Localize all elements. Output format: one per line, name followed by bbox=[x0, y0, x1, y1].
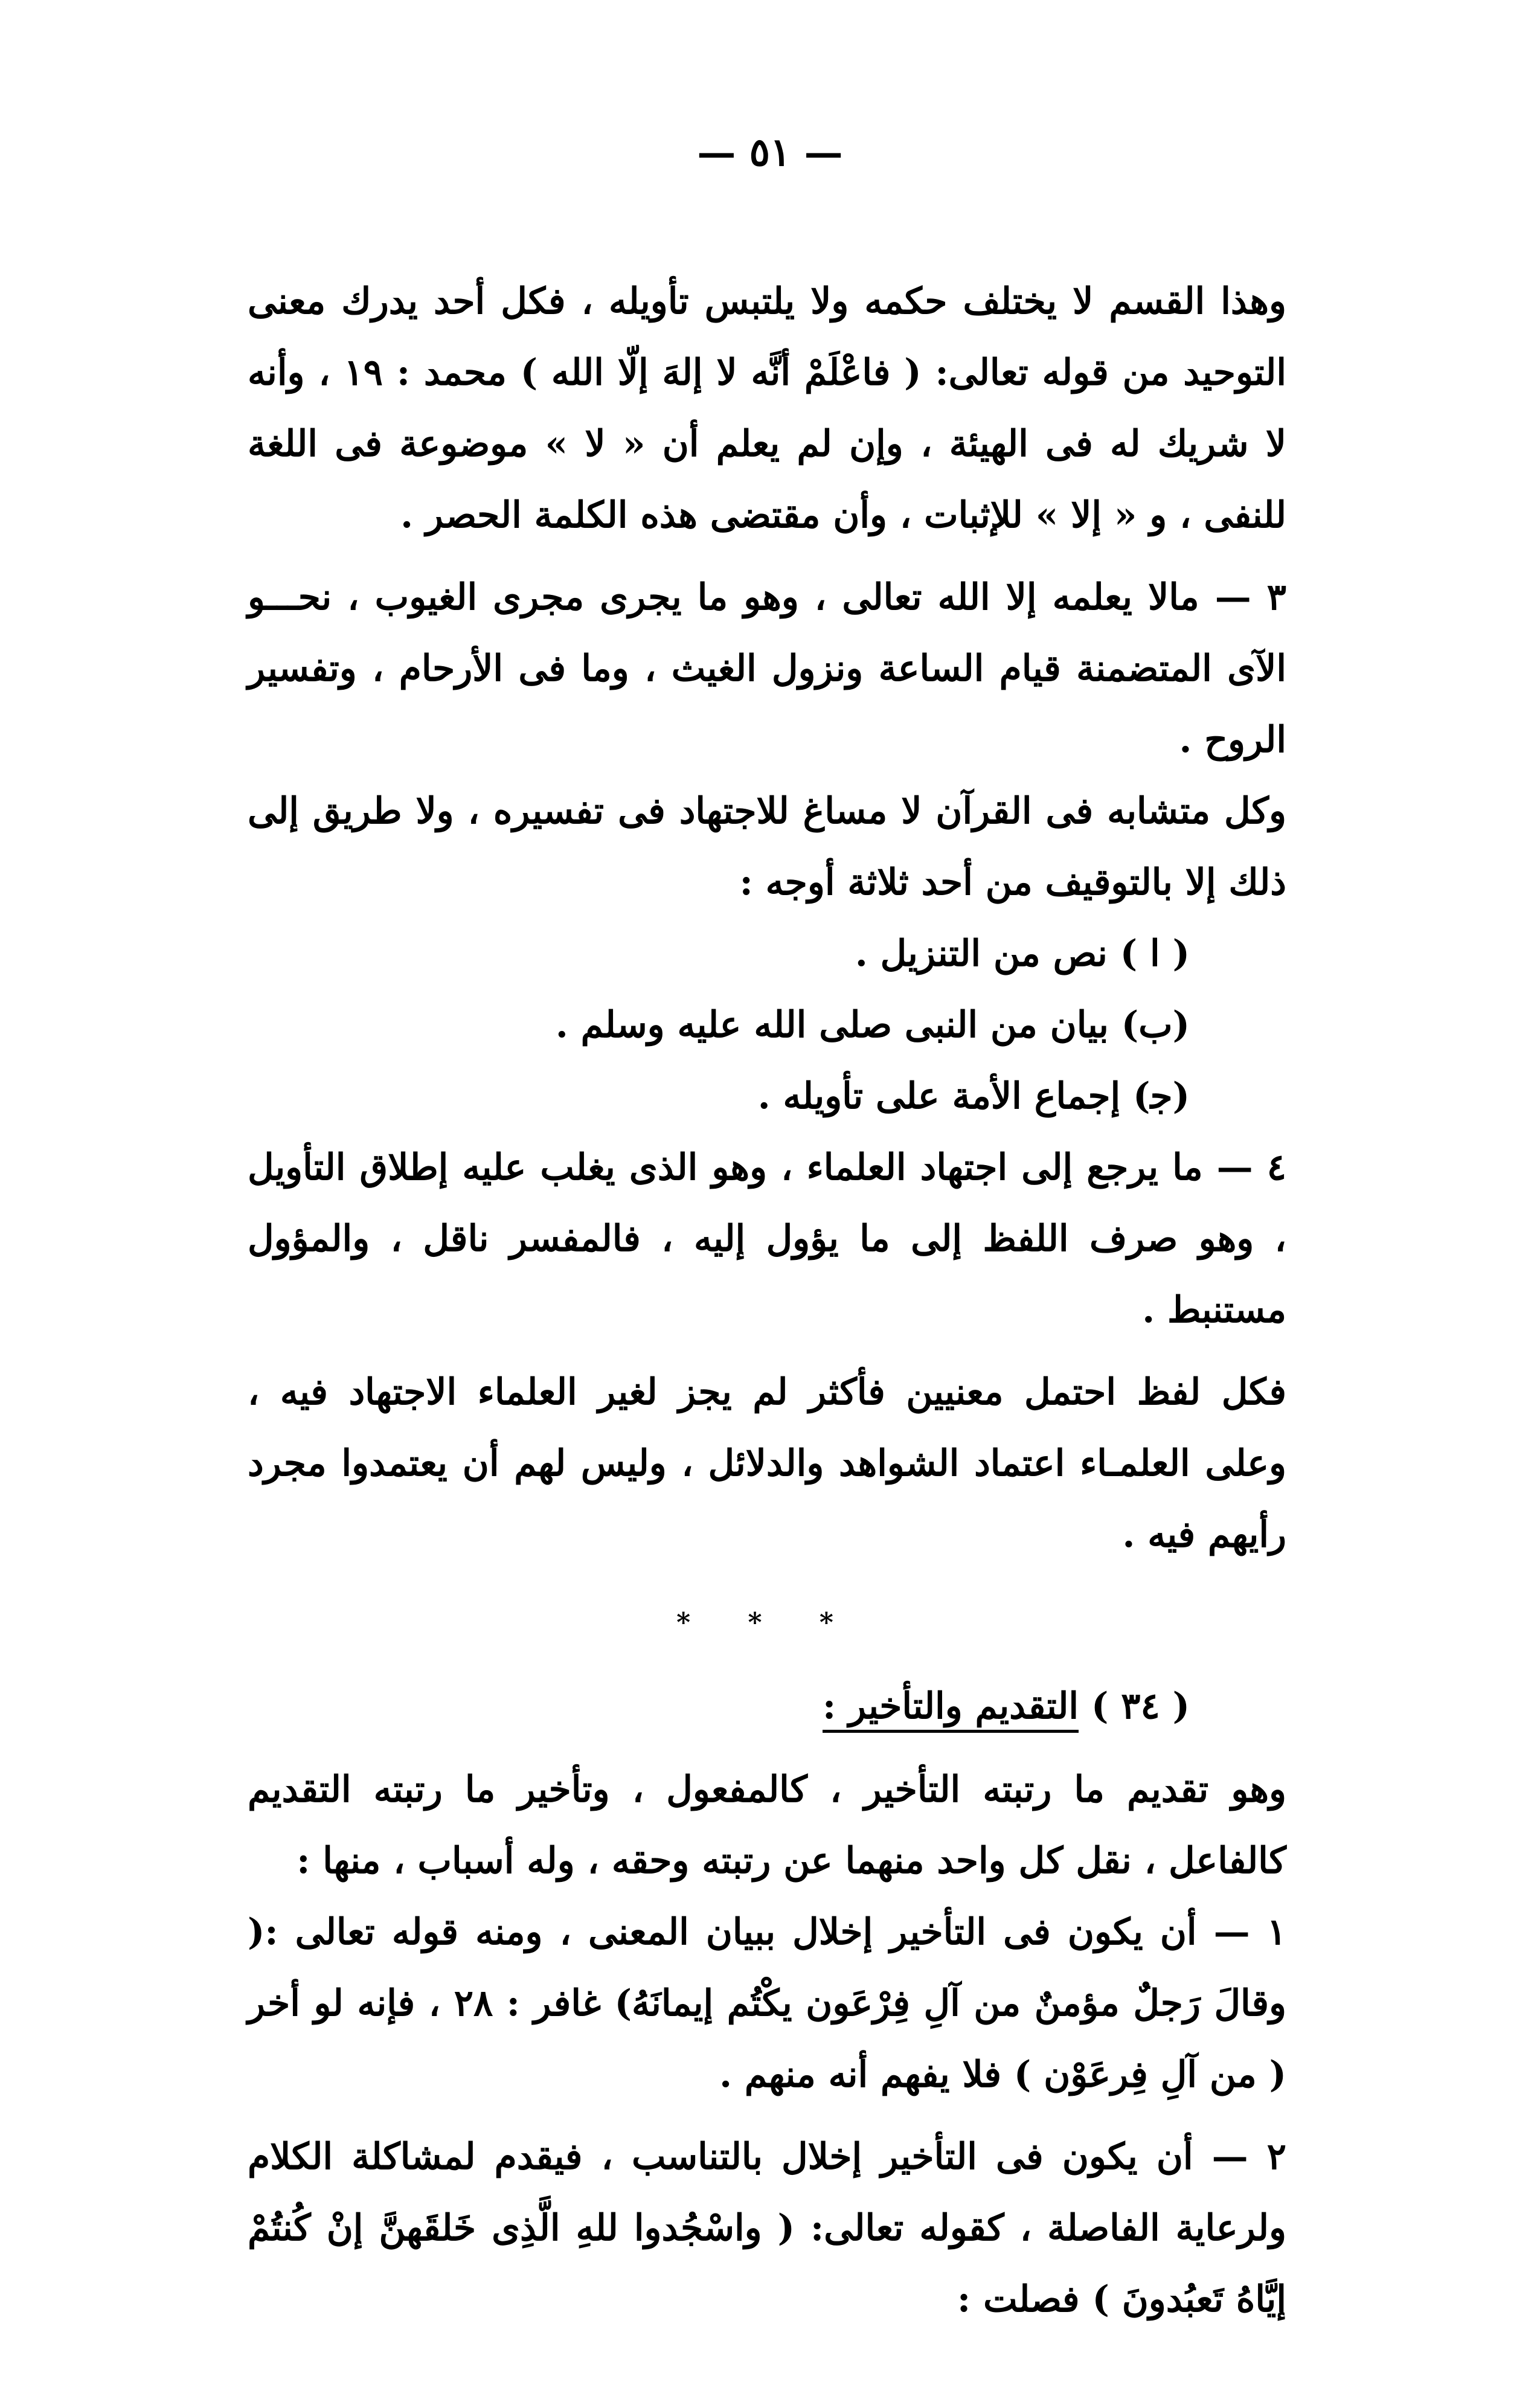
page-body bbox=[248, 266, 1286, 2335]
section-title: التقديم والتأخير : bbox=[823, 1685, 1079, 1733]
paragraph-category-3: ٣ — مالا يعلمه إلا الله تعالى ، وهو ما يجرى مجرى الغيوب ، نحـــو الآى المتضمنة قيام الساعة ونزول الغيث ، وما فى الأرحام ، وتفسير الروح . bbox=[248, 576, 1286, 761]
paragraph-reason-2: ٢ — أن يكون فى التأخير إخلال بالتناسب ، فيقدم لمشاكلة الكلام ولرعاية الفاصلة ، كقوله تعالى: ( واسْجُدوا للهِ الَّذِى خَلقَهنَّ إنْ كُنتُمْ إيَّاهُ تَعبُدونَ ) فصلت : bbox=[248, 2136, 1286, 2320]
list-item-ba: (ب) بيان من النبى صلى الله عليه وسلم . bbox=[555, 1004, 1190, 1046]
list-item-jim: (ﺟ) إجماع الأمة على تأويله . bbox=[757, 1075, 1190, 1117]
section-heading bbox=[248, 1671, 1286, 1742]
section-separator: * * * bbox=[676, 1607, 858, 1638]
paragraph-definition: وهو تقديم ما رتبته التأخير ، كالمفعول ، وتأخير ما رتبته التقديم كالفاعل ، نقل كل واحد منهما عن رتبته وحقه ، وله أسباب ، منها : bbox=[248, 1768, 1286, 1882]
page-number: — ٥١ — bbox=[697, 130, 843, 175]
paragraph-reason-1: ١ — أن يكون فى التأخير إخلال ببيان المعنى ، ومنه قوله تعالى :( وقالَ رَجلٌ مؤمنٌ من آلِ فِرْعَون يكْتُم إيمانَهُ) غافر : ٢٨ ، فإنه لو أخر ( من آلِ فِرعَوْن ) فلا يفهم أنه منهم . bbox=[248, 1911, 1286, 2096]
paragraph-tawhid: وهذا القسم لا يختلف حكمه ولا يلتبس تأويله ، فكل أحد يدرك معنى التوحيد من قوله تعالى: ( فاعْلَمْ أنَّه لا إلهَ إلّا الله ) محمد : ١٩ ، وأنه لا شريك له فى الهيئة ، وإن لم يعلم أن « لا » موضوعة فى اللغة للنفى ، و « إلا » للإثبات ، وأن مقتضى هذه الكلمة الحصر . bbox=[248, 280, 1286, 536]
paragraph-mutashabih: وكل متشابه فى القرآن لا مساغ للاجتهاد فى تفسيره ، ولا طريق إلى ذلك إلا بالتوقيف من أحد ثلاثة أوجه : bbox=[248, 790, 1286, 904]
list-item-alif: ( ا ) نص من التنزيل . bbox=[855, 933, 1190, 975]
paragraph-category-4: ٤ — ما يرجع إلى اجتهاد العلماء ، وهو الذى يغلب عليه إطلاق التأويل ، وهو صرف اللفظ إلى ما يؤول إليه ، فالمفسر ناقل ، والمؤول مستنبط . bbox=[248, 1146, 1286, 1331]
section-number: ( ٣٤ ) bbox=[1091, 1685, 1190, 1727]
paragraph-ijtihad: فكل لفظ احتمل معنيين فأكثر لم يجز لغير العلماء الاجتهاد فيه ، وعلى العلمـاء اعتماد الشواهد والدلائل ، وليس لهم أن يعتمدوا مجرد رأيهم فيه . bbox=[248, 1371, 1286, 1556]
